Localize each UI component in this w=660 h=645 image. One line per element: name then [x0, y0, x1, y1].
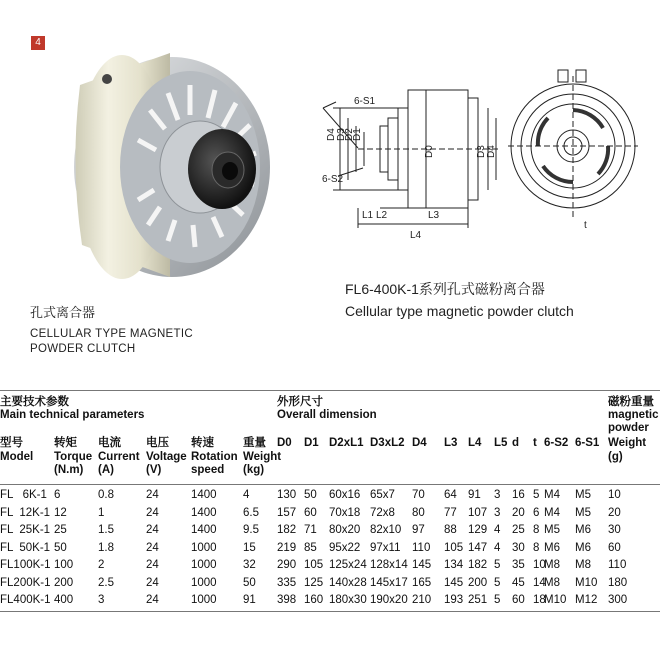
table-cell: 18 [533, 594, 546, 606]
table-cell: 60x16 [329, 489, 361, 501]
table-cell: 95x22 [329, 541, 361, 554]
table-cell: M5 [544, 524, 560, 536]
table-cell: 110 [412, 541, 431, 554]
left-caption [30, 302, 193, 357]
table-cell: 4 [494, 524, 501, 536]
table-cell: M5 [575, 489, 591, 501]
table-cell: 107 [468, 506, 488, 519]
table-cell: 1.8 [98, 541, 114, 554]
table-cell: 5 [494, 576, 501, 589]
table-cell: 145 [444, 576, 464, 589]
table-cell: 24 [146, 489, 159, 501]
table-cell: 24 [146, 524, 159, 536]
table-cell: 180 [608, 576, 628, 589]
table-cell: 16 [512, 489, 525, 501]
group-powder-header: 磁粉重量 magnetic powder [608, 396, 659, 434]
table-cell: 398 [277, 594, 297, 606]
table-cell: 6 [54, 489, 61, 501]
table-cell: 1000 [191, 576, 217, 589]
column-header: L3 [444, 437, 458, 449]
table-cell: 9.5 [243, 524, 259, 536]
table-row [0, 575, 660, 592]
table-cell: FL 50K-1 [0, 541, 51, 554]
label-l3: L3 [428, 210, 440, 221]
column-header: L4 [468, 437, 482, 449]
label-d4-right: D4 [486, 145, 497, 158]
table-cell: 30 [608, 524, 621, 536]
table-cell: 5 [494, 594, 501, 606]
table-cell: 70 [412, 489, 425, 501]
table-bottom-rule [0, 611, 660, 612]
table-cell: 2 [98, 559, 105, 571]
table-cell: 182 [468, 559, 488, 571]
dimension-drawing [318, 68, 648, 248]
table-cell: 65x7 [370, 489, 395, 501]
group-dimension-header: 外形尺寸 Overall dimension [277, 396, 377, 421]
table-row [0, 592, 660, 609]
table-cell: 300 [608, 594, 628, 606]
column-header: D1 [304, 437, 319, 449]
table-cell: 219 [277, 541, 297, 554]
table-cell: 0.8 [98, 489, 114, 501]
table-cell: 190x20 [370, 594, 408, 606]
table-cell: 145 [412, 559, 432, 571]
table-cell: M4 [544, 506, 560, 519]
column-header: 电压 Voltage (V) [146, 437, 187, 476]
table-cell: 14 [533, 576, 546, 589]
column-header: 6-S2 [544, 437, 569, 449]
table-top-rule [0, 390, 660, 391]
table-cell: 80x20 [329, 524, 361, 536]
column-header: 型号 Model [0, 437, 34, 463]
section-number-badge: 4 [31, 36, 45, 50]
column-header: D2xL1 [329, 437, 364, 449]
table-cell: 100 [54, 559, 74, 571]
table-cell: 1000 [191, 541, 217, 554]
table-cell: 24 [146, 506, 159, 519]
table-cell: FL200K-1 [0, 576, 51, 589]
table-cell: 5 [533, 489, 540, 501]
table-cell: 77 [444, 506, 457, 519]
table-cell: M10 [544, 594, 567, 606]
table-cell: 1400 [191, 489, 217, 501]
table-cell: 20 [608, 506, 621, 519]
label-t: t [584, 220, 587, 231]
table-cell: FL400K-1 [0, 594, 51, 606]
table-row [0, 505, 660, 522]
table-cell: M8 [544, 576, 560, 589]
table-row [0, 557, 660, 574]
table-cell: M12 [575, 594, 598, 606]
table-cell: 88 [444, 524, 457, 536]
column-header: 转速 Rotation speed [191, 437, 238, 476]
table-cell: M6 [544, 541, 560, 554]
label-l4: L4 [410, 230, 422, 241]
table-cell: 125x24 [329, 559, 367, 571]
clutch-photo [60, 45, 275, 280]
table-cell: 4 [243, 489, 250, 501]
table-cell: 45 [512, 576, 525, 589]
table-cell: 145x17 [370, 576, 408, 589]
table-cell: 140x28 [329, 576, 367, 589]
left-caption-en-1: CELLULAR TYPE MAGNETIC [30, 328, 193, 340]
label-6-s2: 6-S2 [322, 174, 344, 185]
table-row [0, 540, 660, 557]
table-cell: 193 [444, 594, 464, 606]
table-row [0, 487, 660, 504]
table-cell: 60 [304, 506, 317, 519]
table-cell: 160 [304, 594, 324, 606]
table-cell: 1.5 [98, 524, 114, 536]
table-cell: 5 [494, 559, 501, 571]
table-cell: 71 [304, 524, 317, 536]
table-cell: M5 [575, 506, 591, 519]
table-cell: 105 [444, 541, 464, 554]
column-header: 电流 Current (A) [98, 437, 140, 476]
table-cell: 157 [277, 506, 297, 519]
table-cell: 24 [146, 576, 159, 589]
label-d1: D1 [352, 128, 363, 141]
table-cell: 10 [608, 489, 621, 501]
table-cell: 24 [146, 541, 159, 554]
header-bottom-rule [0, 484, 660, 485]
table-cell: M6 [575, 524, 591, 536]
table-cell: 210 [412, 594, 432, 606]
right-caption-en: Cellular type magnetic powder clutch [345, 303, 574, 319]
column-header: 重量 Weight (kg) [243, 437, 282, 476]
table-cell: 1400 [191, 524, 217, 536]
table-cell: FL 6K-1 [0, 489, 47, 501]
table-cell: 200 [54, 576, 74, 589]
table-cell: 1000 [191, 594, 217, 606]
table-cell: 129 [468, 524, 488, 536]
table-cell: 50 [243, 576, 256, 589]
table-cell: FL100K-1 [0, 559, 51, 571]
table-cell: M4 [544, 489, 560, 501]
table-cell: 70x18 [329, 506, 361, 519]
left-caption-zh: 孔式离合器 [30, 305, 96, 320]
table-cell: 20 [512, 506, 525, 519]
table-cell: FL 12K-1 [0, 506, 51, 519]
table-cell: 1 [98, 506, 105, 519]
table-cell: 24 [146, 594, 159, 606]
table-cell: 130 [277, 489, 297, 501]
table-cell: 64 [444, 489, 457, 501]
table-cell: 6 [533, 506, 540, 519]
table-cell: 180x30 [329, 594, 367, 606]
table-cell: 3 [494, 506, 501, 519]
table-cell: 147 [468, 541, 488, 554]
label-d0: D0 [424, 145, 435, 158]
table-cell: M8 [544, 559, 560, 571]
table-cell: 134 [444, 559, 464, 571]
label-l2: L2 [376, 210, 388, 221]
table-cell: M8 [575, 559, 591, 571]
table-row [0, 522, 660, 539]
label-l1: L1 [362, 210, 374, 221]
table-cell: 82x10 [370, 524, 402, 536]
table-cell: FL 25K-1 [0, 524, 51, 536]
column-header: d [512, 437, 520, 449]
table-cell: 35 [512, 559, 525, 571]
table-cell: 30 [512, 541, 525, 554]
column-header: t [533, 437, 537, 449]
table-cell: 3 [98, 594, 105, 606]
table-cell: 200 [468, 576, 488, 589]
table-cell: 1000 [191, 559, 217, 571]
table-cell: 32 [243, 559, 256, 571]
column-header: Weight (g) [608, 437, 647, 463]
table-cell: 105 [304, 559, 324, 571]
table-cell: 85 [304, 541, 317, 554]
column-header: D0 [277, 437, 292, 449]
left-caption-en-2: POWDER CLUTCH [30, 343, 136, 355]
label-d3: D3 [336, 128, 347, 141]
group-main-header: 主要技术参数 Main technical parameters [0, 396, 145, 421]
column-header: D4 [412, 437, 427, 449]
table-cell: 15 [243, 541, 256, 554]
table-cell: 110 [608, 559, 627, 571]
table-cell: M10 [575, 576, 598, 589]
table-cell: 80 [412, 506, 425, 519]
table-cell: 24 [146, 559, 159, 571]
table-cell: 25 [54, 524, 67, 536]
table-cell: 72x8 [370, 506, 395, 519]
label-6-s1: 6-S1 [354, 96, 376, 107]
table-cell: 50 [304, 489, 317, 501]
table-cell: 25 [512, 524, 525, 536]
label-d3-right: D3 [476, 145, 487, 158]
table-cell: 251 [468, 594, 488, 606]
table-cell: 60 [608, 541, 621, 554]
table-cell: 8 [533, 524, 540, 536]
right-caption-zh: FL6-400K-1系列孔式磁粉离合器 [345, 281, 545, 297]
table-cell: 60 [512, 594, 525, 606]
column-header: L5 [494, 437, 508, 449]
table-cell: 6.5 [243, 506, 259, 519]
column-header: 转矩 Torque (N.m) [54, 437, 93, 476]
right-caption [345, 279, 574, 319]
table-cell: 290 [277, 559, 297, 571]
table-cell: 10 [533, 559, 546, 571]
table-cell: 400 [54, 594, 74, 606]
table-cell: 3 [494, 489, 501, 501]
table-cell: 50 [54, 541, 67, 554]
table-cell: 91 [243, 594, 256, 606]
table-cell: 128x14 [370, 559, 408, 571]
table-cell: 97x11 [370, 541, 401, 554]
table-cell: 2.5 [98, 576, 114, 589]
table-cell: 165 [412, 576, 432, 589]
table-cell: 125 [304, 576, 324, 589]
table-cell: 4 [494, 541, 501, 554]
column-header: D3xL2 [370, 437, 405, 449]
table-cell: 12 [54, 506, 67, 519]
column-header: 6-S1 [575, 437, 600, 449]
table-cell: M6 [575, 541, 591, 554]
label-d4: D4 [326, 128, 337, 141]
table-cell: 1400 [191, 506, 217, 519]
table-cell: 335 [277, 576, 297, 589]
label-d2: D2 [344, 128, 355, 141]
table-cell: 97 [412, 524, 425, 536]
table-cell: 182 [277, 524, 297, 536]
table-cell: 91 [468, 489, 481, 501]
table-cell: 8 [533, 541, 540, 554]
